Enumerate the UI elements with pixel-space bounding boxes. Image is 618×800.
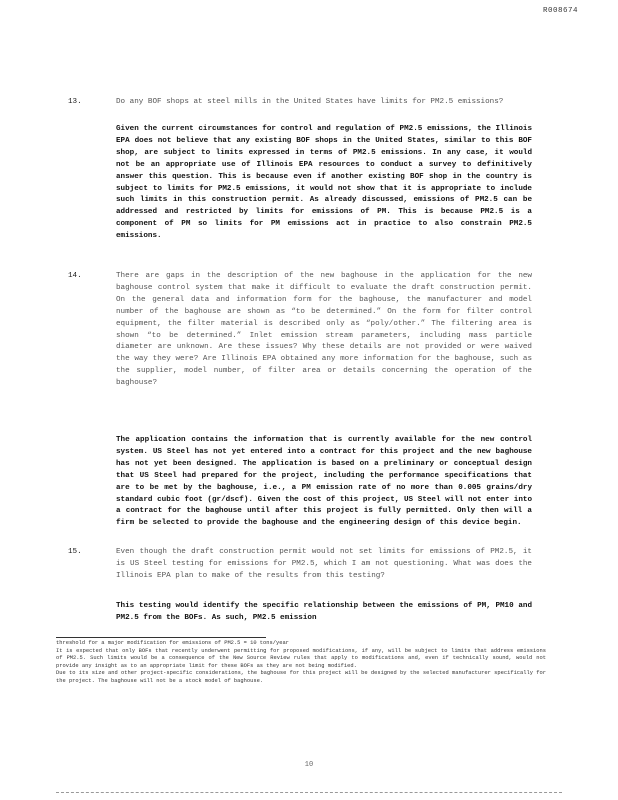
footnote-1: threshold for a major modification for emissions of PM2.5 = 10 tons/year	[56, 640, 289, 646]
footnote-2: It is expected that only BOFs that recently underwent permitting for proposed modifications, if any, will be subject to limits that address emissions of PM2.5. Such limits would be a consequence of the New Source Review rules that apply to modifications and, even if technically sound, would not provide any insight as to an appropriate limit for these BOFs as they are not being modified.	[56, 647, 546, 669]
item-number-15: 15.	[68, 548, 82, 556]
answer-15: This testing would identify the specific relationship between the emissions of PM, PM10 and PM2.5 from the BOFs. As such, PM2.5 emission	[116, 602, 532, 622]
item-number-14: 14.	[68, 272, 82, 280]
item-number-13: 13.	[68, 98, 82, 106]
answer-13: Given the current circumstances for control and regulation of PM2.5 emissions, the Illinois EPA does not believe that any existing BOF shops in the United States, similar to this BOF shop, are subject to limits expressed in terms of PM2.5 emissions. In any case, it would not be an appropriate use of Illinois EPA resources to conduct a survey to definitively answer this question. This is because even if another existing BOF shop in the country is subject to limits for PM2.5 emissions, it would not show that it is appropriate to include such limits in this construction permit. As already discussed, emissions of PM2.5 can be addressed and restricted by limits for emissions of PM. This is because PM2.5 is a component of PM so limits for PM emissions act in practice to also constrain PM2.5 emissions.	[116, 125, 532, 241]
scan-edge-divider	[56, 792, 562, 793]
document-id: R008674	[542, 7, 578, 15]
question-14: There are gaps in the description of the new baghouse in the application for the new baghouse control system that make it difficult to evaluate the draft construction permit. On the general data and information form for the baghouse, the manufacturer and model number of the baghouse are shown as “to be determined.” On the form for filter control equipment, the filter material is described only as “poly/other.” The filtering area is shown “to be determined.” Inlet emission stream parameters, including mass particle diameter are unknown. Are these issues? Why these details are not provided or were waived the way they were? Are Illinois EPA obtained any more information for the baghouse, such as the supplier, model number, of filter area or details concerning the operation of the baghouse?	[116, 272, 532, 388]
footnote-3: Due to its size and other project-specific considerations, the baghouse for this project will be designed by the selected manufacturer specifically for the project. The baghouse will not be a stock model of baghouse.	[56, 670, 546, 684]
answer-14: The application contains the information that is currently available for the new control system. US Steel has not yet entered into a contract for this project and the new baghouse has not yet been designed. The application is based on a preliminary or conceptual design that US Steel had prepared for the project, including the performance specifications that are to be met by the baghouse, i.e., a PM emission rate of no more than 0.005 grains/dry standard cubic foot (gr/dscf). Given the cost of this project, US Steel will not enter into a contract for the baghouse until after this project is fully permitted. Only then will a firm be selected to provide the baghouse and the engineering design of this device begin.	[116, 436, 532, 528]
question-15: Even though the draft construction permit would not set limits for emissions of PM2.5, it is US Steel testing for emissions for PM2.5, which I am not questioning. What was does the Illinois EPA plan to make of the results from this testing?	[116, 548, 532, 580]
footnote-divider	[56, 637, 266, 638]
page-number: 10	[304, 761, 314, 769]
question-13: Do any BOF shops at steel mills in the United States have limits for PM2.5 emissions?	[116, 98, 504, 106]
footnotes	[56, 640, 546, 686]
